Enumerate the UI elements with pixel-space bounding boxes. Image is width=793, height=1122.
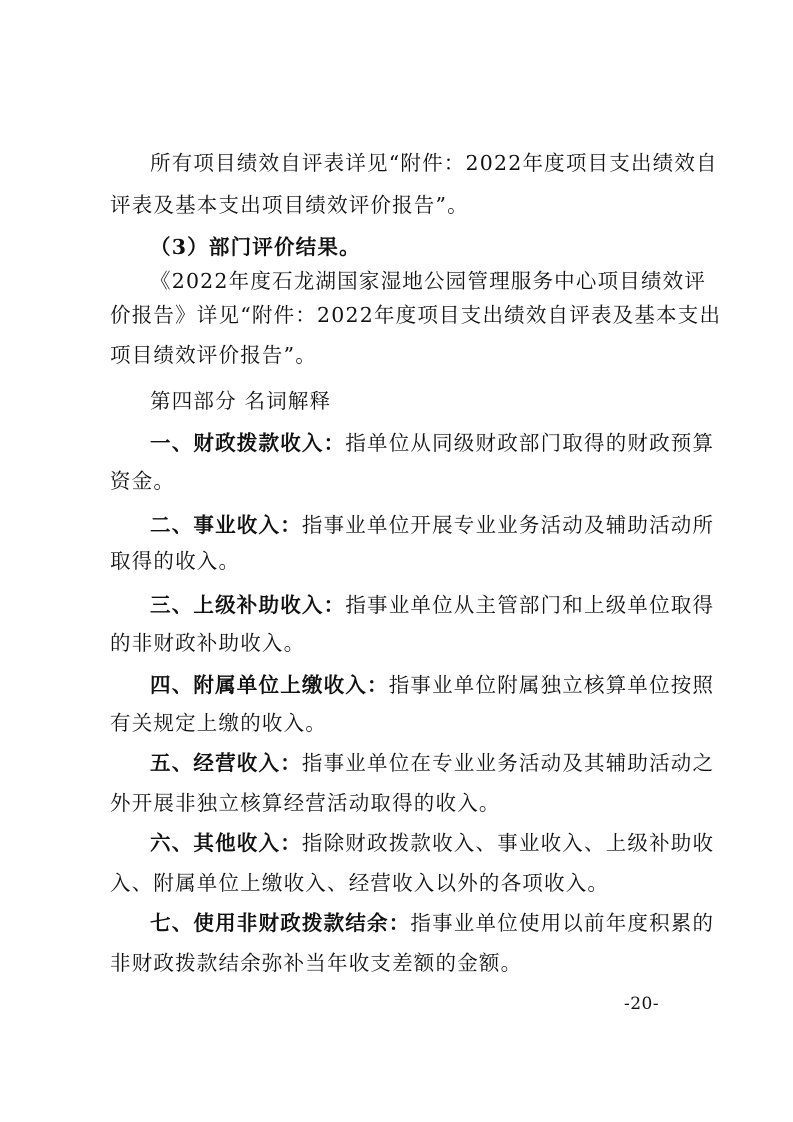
paragraph-line: 《2022年度石龙湖国家湿地公园管理服务中心项目绩效评	[150, 269, 707, 293]
term-label: 五、经营收入：	[150, 751, 302, 775]
term-definition-cont: 有关规定上缴的收入。	[110, 711, 327, 735]
term-definition	[150, 748, 715, 778]
term-definition	[150, 908, 715, 938]
term-definition	[150, 428, 715, 458]
term-text: 指事业单位使用以前年度积累的	[410, 911, 715, 935]
term-label: 三、上级补助收入：	[150, 593, 346, 617]
paragraph-line: 项目绩效评价报告”。	[110, 343, 317, 367]
term-definition-cont: 非财政拨款结余弥补当年收支差额的金额。	[110, 951, 523, 975]
paragraph-line: 所有项目绩效自评表详见“附件：2022年度项目支出绩效自	[150, 151, 718, 175]
term-label: 二、事业收入：	[150, 513, 302, 537]
term-text: 指事业单位在专业业务活动及其辅助活动之	[301, 751, 715, 775]
term-label: 七、使用非财政拨款结余：	[150, 911, 411, 935]
term-definition	[150, 828, 715, 858]
term-text: 指除财政拨款收入、事业收入、上级补助收	[301, 831, 715, 855]
paragraph-line: 价报告》详见“附件：2022年度项目支出绩效自评表及基本支出	[110, 303, 722, 327]
term-text: 指事业单位附属独立核算单位按照	[388, 673, 715, 697]
term-definition	[150, 590, 715, 620]
paragraph-line: 评表及基本支出项目绩效评价报告”。	[110, 193, 469, 217]
section-title: 第四部分 名词解释	[150, 389, 332, 413]
term-label: 六、其他收入：	[150, 831, 302, 855]
term-text: 指事业单位开展专业业务活动及辅助活动所	[301, 513, 715, 537]
section-heading: （3）部门评价结果。	[150, 235, 361, 259]
term-definition-cont: 入、附属单位上缴收入、经营收入以外的各项收入。	[110, 871, 610, 895]
term-label: 一、财政拨款收入：	[150, 431, 346, 455]
term-label: 四、附属单位上缴收入：	[150, 673, 389, 697]
term-definition-cont: 取得的收入。	[110, 549, 241, 573]
term-definition-cont: 外开展非独立核算经营活动取得的收入。	[110, 791, 501, 815]
term-definition-cont: 的非财政补助收入。	[110, 631, 306, 655]
term-definition	[150, 510, 715, 540]
term-definition-cont: 资金。	[110, 469, 176, 493]
term-definition	[150, 670, 715, 700]
term-text: 指单位从同级财政部门取得的财政预算	[345, 431, 715, 455]
term-text: 指事业单位从主管部门和上级单位取得	[345, 593, 715, 617]
page-number: -20-	[624, 994, 660, 1014]
